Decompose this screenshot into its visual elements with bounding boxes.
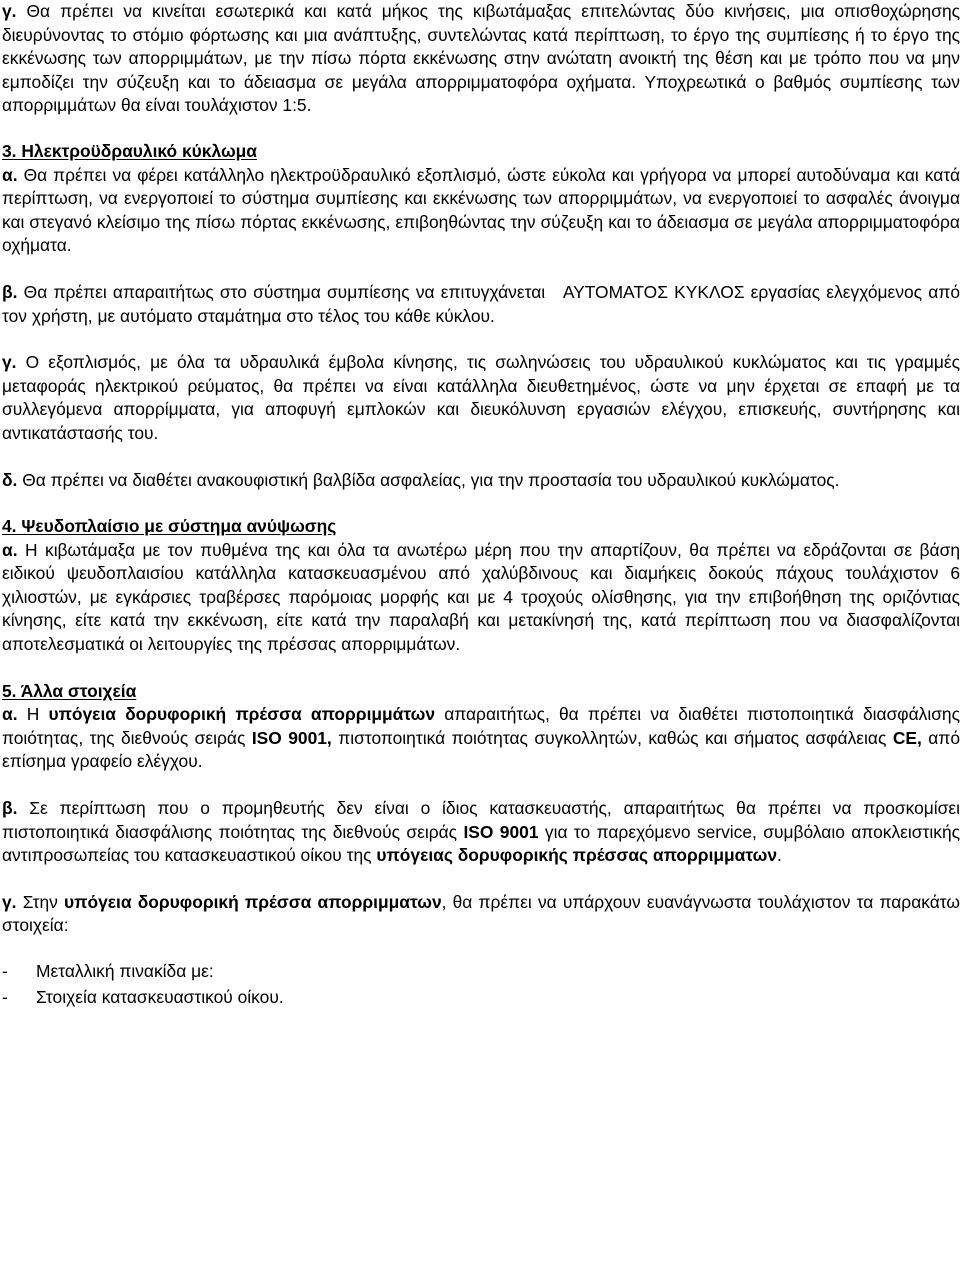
paragraph-text: Η κιβωτάμαξα με τον πυθμένα της και όλα τα ανωτέρω μέρη που την απαρτίζουν, θα πρέπει να εδράζονται σε βάση ειδικού ψευδοπλαισίου κατάλληλα κατασκευασμένου από χαλύβδινους και διαμήκεις δοκούς πάχους τουλάχιστον 6 χιλιοστών, με εγκάρσιες τραβέρσες παρόμοιας μορφής και με 4 τροχούς ολίσθησης, για την επιβοήθηση της οριζόντιας κίνησης, είτε κατά την εκκένωση, είτε κατά την παραλαβή και μετακίνησή της, κατά περίπτωση που να διασφαλίζονται αποτελεσματικά οι λειτουργίες της πρέσσας απορριμμάτων.	[2, 539, 960, 655]
item-label: β.	[2, 798, 18, 819]
paragraph-text: Ο εξοπλισμός, με όλα τα υδραυλικά έμβολα κίνησης, τις σωληνώσεις του υδραυλικού κυκλώματος και τις γραμμές μεταφοράς ηλεκτρικού ρεύματος, θα πρέπει να είναι κατάλληλα διευθετημένος, ώστε να μην έρχεται σε επαφή με τα συλλεγόμενα απορρίμματα, για αποφυγή εμπλοκών και διευκόλυνση εργασιών ελέγχου, επισκευής, συντήρησης και αντικατάστασής του.	[2, 352, 960, 443]
paragraph-5-alpha	[2, 703, 960, 774]
bold-run: CE,	[892, 727, 922, 748]
text-run: για το παρεχόμενο service, συμβόλαιο αποκλειστικής αντιπροσωπείας του κατασκευαστικού οίκου της	[2, 821, 960, 866]
paragraph-text: Θα πρέπει να κινείται εσωτερικά και κατά μήκος της κιβωτάμαξας επιτελώντας δύο κινήσεις, μια οπισθοχώρησης διευρύνοντας το στόμιο φόρτωσης και μια ανάπτυξης, συντελώντας κατά περίπτωση, το έργο της συμπίεσης ή το έργο της εκκένωσης των απορριμμάτων, με την πίσω πόρτα εκκένωσης στην ανώτατη ανοικτή της θέση και με τρόπο που να μην εμποδίζει την σύζευξη και το άδειασμα σε μεγάλα απορριμματοφόρα οχήματα. Υποχρεωτικά ο βαθμός συμπίεσης των απορριμμάτων θα είναι τουλάχιστον 1:5.	[2, 1, 960, 116]
text-run: Η	[26, 704, 49, 725]
paragraph-3-gamma	[2, 351, 960, 445]
section-heading-text: 3. Ηλεκτροϋδραυλικό κύκλωμα	[2, 140, 257, 161]
requirements-list	[2, 958, 960, 1010]
text-run: Στην	[22, 891, 65, 912]
item-label: δ.	[2, 469, 18, 490]
list-item-text: Στοιχεία κατασκευαστικού οίκου.	[36, 987, 284, 1007]
item-label: α.	[2, 704, 18, 725]
text-run: , θα πρέπει να υπάρχουν ευανάγνωστα τουλάχιστον τα παρακάτω στοιχεία:	[2, 891, 960, 936]
section-3-heading	[2, 140, 960, 164]
paragraph-4-alpha	[2, 539, 960, 657]
bold-run: υπόγειας δορυφορικής πρέσσας απορριμματων	[376, 845, 778, 866]
paragraph-text: Θα πρέπει να φέρει κατάλληλο ηλεκτροϋδραυλικό εξοπλισμό, ώστε εύκολα και γρήγορα να μπορεί αυτοδύναμα και κατά περίπτωση, να ενεργοποιεί το σύστημα συμπίεσης και εκκένωσης των απορριμμάτων, να ενεργοποιεί το ασφαλές άνοιγμα και στεγανό κλείσιμο της πίσω πόρτας εκκένωσης, επιβοηθώντας την σύζευξη και το άδειασμα σε μεγάλα απορριμματοφόρα οχήματα.	[2, 164, 960, 256]
section-4-heading	[2, 515, 960, 539]
paragraph-3-delta	[2, 469, 960, 493]
paragraph-3-alpha	[2, 164, 960, 258]
section-heading-text: 5. Άλλα στοιχεία	[2, 680, 137, 701]
list-dash: -	[2, 961, 8, 981]
text-run: απαραιτήτως, θα πρέπει να διαθέτει πιστοποιητικά διασφάλισης ποιότητας, της διεθνούς σειράς	[2, 704, 960, 748]
paragraph-text: Θα πρέπει απαραιτήτως στο σύστημα συμπίεσης να επιτυγχάνεται ΑΥΤΟΜΑΤΟΣ ΚΥΚΛΟΣ εργασίας ελεγχόμενος από τον χρήστη, με αυτόματο σταμάτημα στο τέλος του κάθε κύκλου.	[2, 281, 960, 326]
list-item	[2, 958, 960, 984]
paragraph-5-gamma	[2, 891, 960, 938]
item-label: γ.	[2, 352, 17, 373]
paragraph-5-beta	[2, 797, 960, 868]
paragraph-text: Θα πρέπει να διαθέτει ανακουφιστική βαλβίδα ασφαλείας, για την προστασία του υδραυλικού κυκλώματος.	[22, 469, 840, 490]
section-heading-text: 4. Ψευδοπλαίσιο με σύστημα ανύψωσης	[2, 516, 337, 537]
list-dash: -	[2, 987, 8, 1007]
bold-run: υπόγεια δορυφορική πρέσσα απορριμμάτων	[48, 704, 436, 725]
bold-run: υπόγεια δορυφορική πρέσσα απορριμματων	[64, 891, 442, 912]
item-label: α.	[2, 539, 18, 560]
text-run: .	[777, 845, 782, 866]
item-label: α.	[2, 164, 18, 185]
bold-run: ISO 9001	[463, 821, 539, 842]
paragraph-intro-gamma	[2, 0, 960, 118]
text-run: πιστοποιητικά ποιότητας συγκολλητών, καθώς και σήματος ασφάλειας	[331, 727, 893, 748]
section-5-heading	[2, 680, 960, 704]
item-label: γ.	[2, 1, 17, 21]
bold-run: ISO 9001,	[251, 727, 332, 748]
text-run: Σε περίπτωση που ο προμηθευτής δεν είναι ο ίδιος κατασκευαστής, απαραιτήτως θα πρέπει να προσκομίσει πιστοποιητικά διασφάλισης ποιότητας της διεθνούς σειράς	[2, 798, 960, 842]
paragraph-3-beta	[2, 281, 960, 328]
text-run: από επίσημα γραφείο ελέγχου.	[2, 727, 960, 772]
list-item-text: Μεταλλική πινακίδα με:	[36, 961, 214, 981]
item-label: γ.	[2, 891, 17, 912]
list-item	[2, 984, 960, 1010]
item-label: β.	[2, 281, 18, 302]
